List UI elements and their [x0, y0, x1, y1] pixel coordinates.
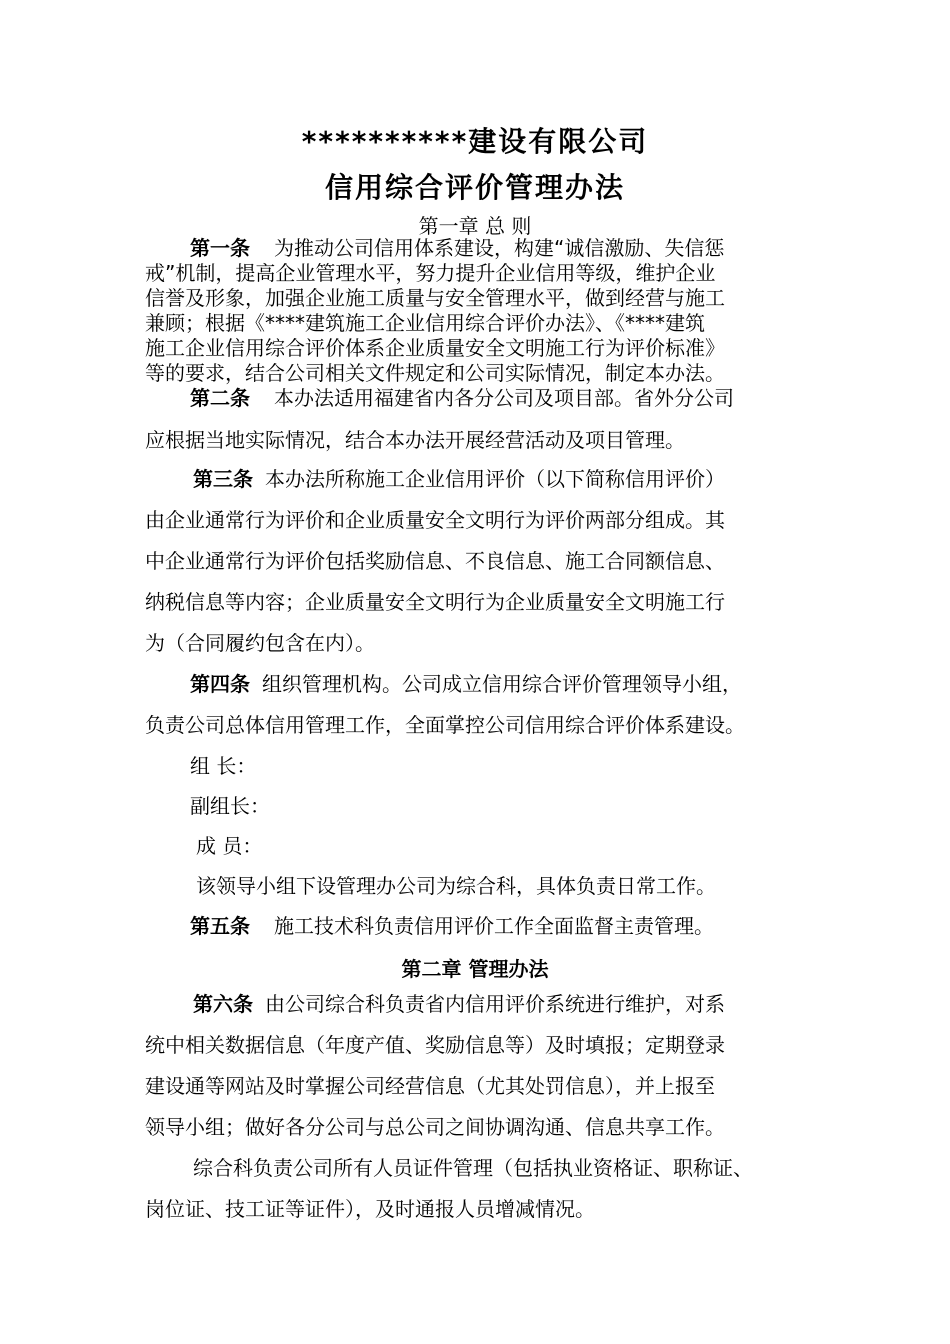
- article-2-label: 第二条: [190, 386, 250, 410]
- article-2-line-2: 应根据当地实际情况，结合本办法开展经营活动及项目管理。: [145, 428, 685, 452]
- members-label: 成 员：: [196, 834, 263, 858]
- chapter-1-heading: 第一章 总 则: [418, 214, 532, 238]
- article-1-line-5: 施工企业信用综合评价体系企业质量安全文明施工行为评价标准》: [145, 336, 725, 360]
- article-1-line-6: 等的要求，结合公司相关文件规定和公司实际情况，制定本办法。: [145, 361, 725, 385]
- article-6-line-1: 第六条 由公司综合科负责省内信用评价系统进行维护，对系: [193, 992, 725, 1016]
- leader-label: 组 长：: [190, 754, 257, 778]
- article-6-para2-line-2: 岗位证、技工证等证件），及时通报人员增减情况。: [145, 1197, 595, 1221]
- article-1-label: 第一条: [190, 236, 250, 260]
- article-3-line-2: 由企业通常行为评价和企业质量安全文明行为评价两部分组成。其: [145, 508, 725, 532]
- article-1-line-2: 戒”机制，提高企业管理水平，努力提升企业信用等级，维护企业: [145, 261, 716, 285]
- article-6-label: 第六条: [193, 992, 253, 1016]
- deputy-leader-label: 副组长：: [190, 794, 270, 818]
- article-6-line-3: 建设通等网站及时掌握公司经营信息（尤其处罚信息），并上报至: [145, 1074, 715, 1098]
- article-4-line-1: 第四条 组织管理机构。公司成立信用综合评价管理领导小组，: [190, 672, 742, 696]
- article-4-label: 第四条: [190, 672, 250, 696]
- article-1-line-4: 兼顾；根据《****建筑施工企业信用综合评价办法》、《****建筑: [145, 311, 705, 335]
- article-3-line-4: 纳税信息等内容；企业质量安全文明行为企业质量安全文明施工行: [145, 590, 725, 614]
- article-5-line: 第五条 施工技术科负责信用评价工作全面监督主责管理。: [190, 914, 714, 938]
- article-6-line-2: 统中相关数据信息（年度产值、奖励信息等）及时填报；定期登录: [145, 1033, 725, 1057]
- article-6-para2-line-1: 综合科负责公司所有人员证件管理（包括执业资格证、职称证、: [193, 1156, 753, 1180]
- article-3-line-1: 第三条 本办法所称施工企业信用评价（以下简称信用评价）: [193, 467, 725, 491]
- article-2-line-1: 第二条 本办法适用福建省内各分公司及项目部。省外分公司: [190, 386, 734, 410]
- document-title: 信用综合评价管理办法: [324, 171, 625, 204]
- company-title: **********建设有限公司: [301, 125, 649, 158]
- article-4-line-2: 负责公司总体信用管理工作，全面掌控公司信用综合评价体系建设。: [145, 713, 745, 737]
- article-1-line-3: 信誉及形象，加强企业施工质量与安全管理水平，做到经营与施工: [145, 286, 725, 310]
- article-6-line-4: 领导小组；做好各分公司与总公司之间协调沟通、信息共享工作。: [145, 1115, 725, 1139]
- article-3-label: 第三条: [193, 467, 253, 491]
- chapter-2-heading: 第二章 管理办法: [401, 957, 549, 981]
- article-3-line-5: 为（合同履约包含在内）。: [145, 631, 375, 655]
- article-1-line-1: 第一条 为推动公司信用体系建设，构建“诚信激励、失信惩: [190, 236, 725, 260]
- article-3-line-3: 中企业通常行为评价包括奖励信息、不良信息、施工合同额信息、: [145, 549, 725, 573]
- office-line: 该领导小组下设管理办公司为综合科，具体负责日常工作。: [196, 874, 716, 898]
- article-5-label: 第五条: [190, 914, 250, 938]
